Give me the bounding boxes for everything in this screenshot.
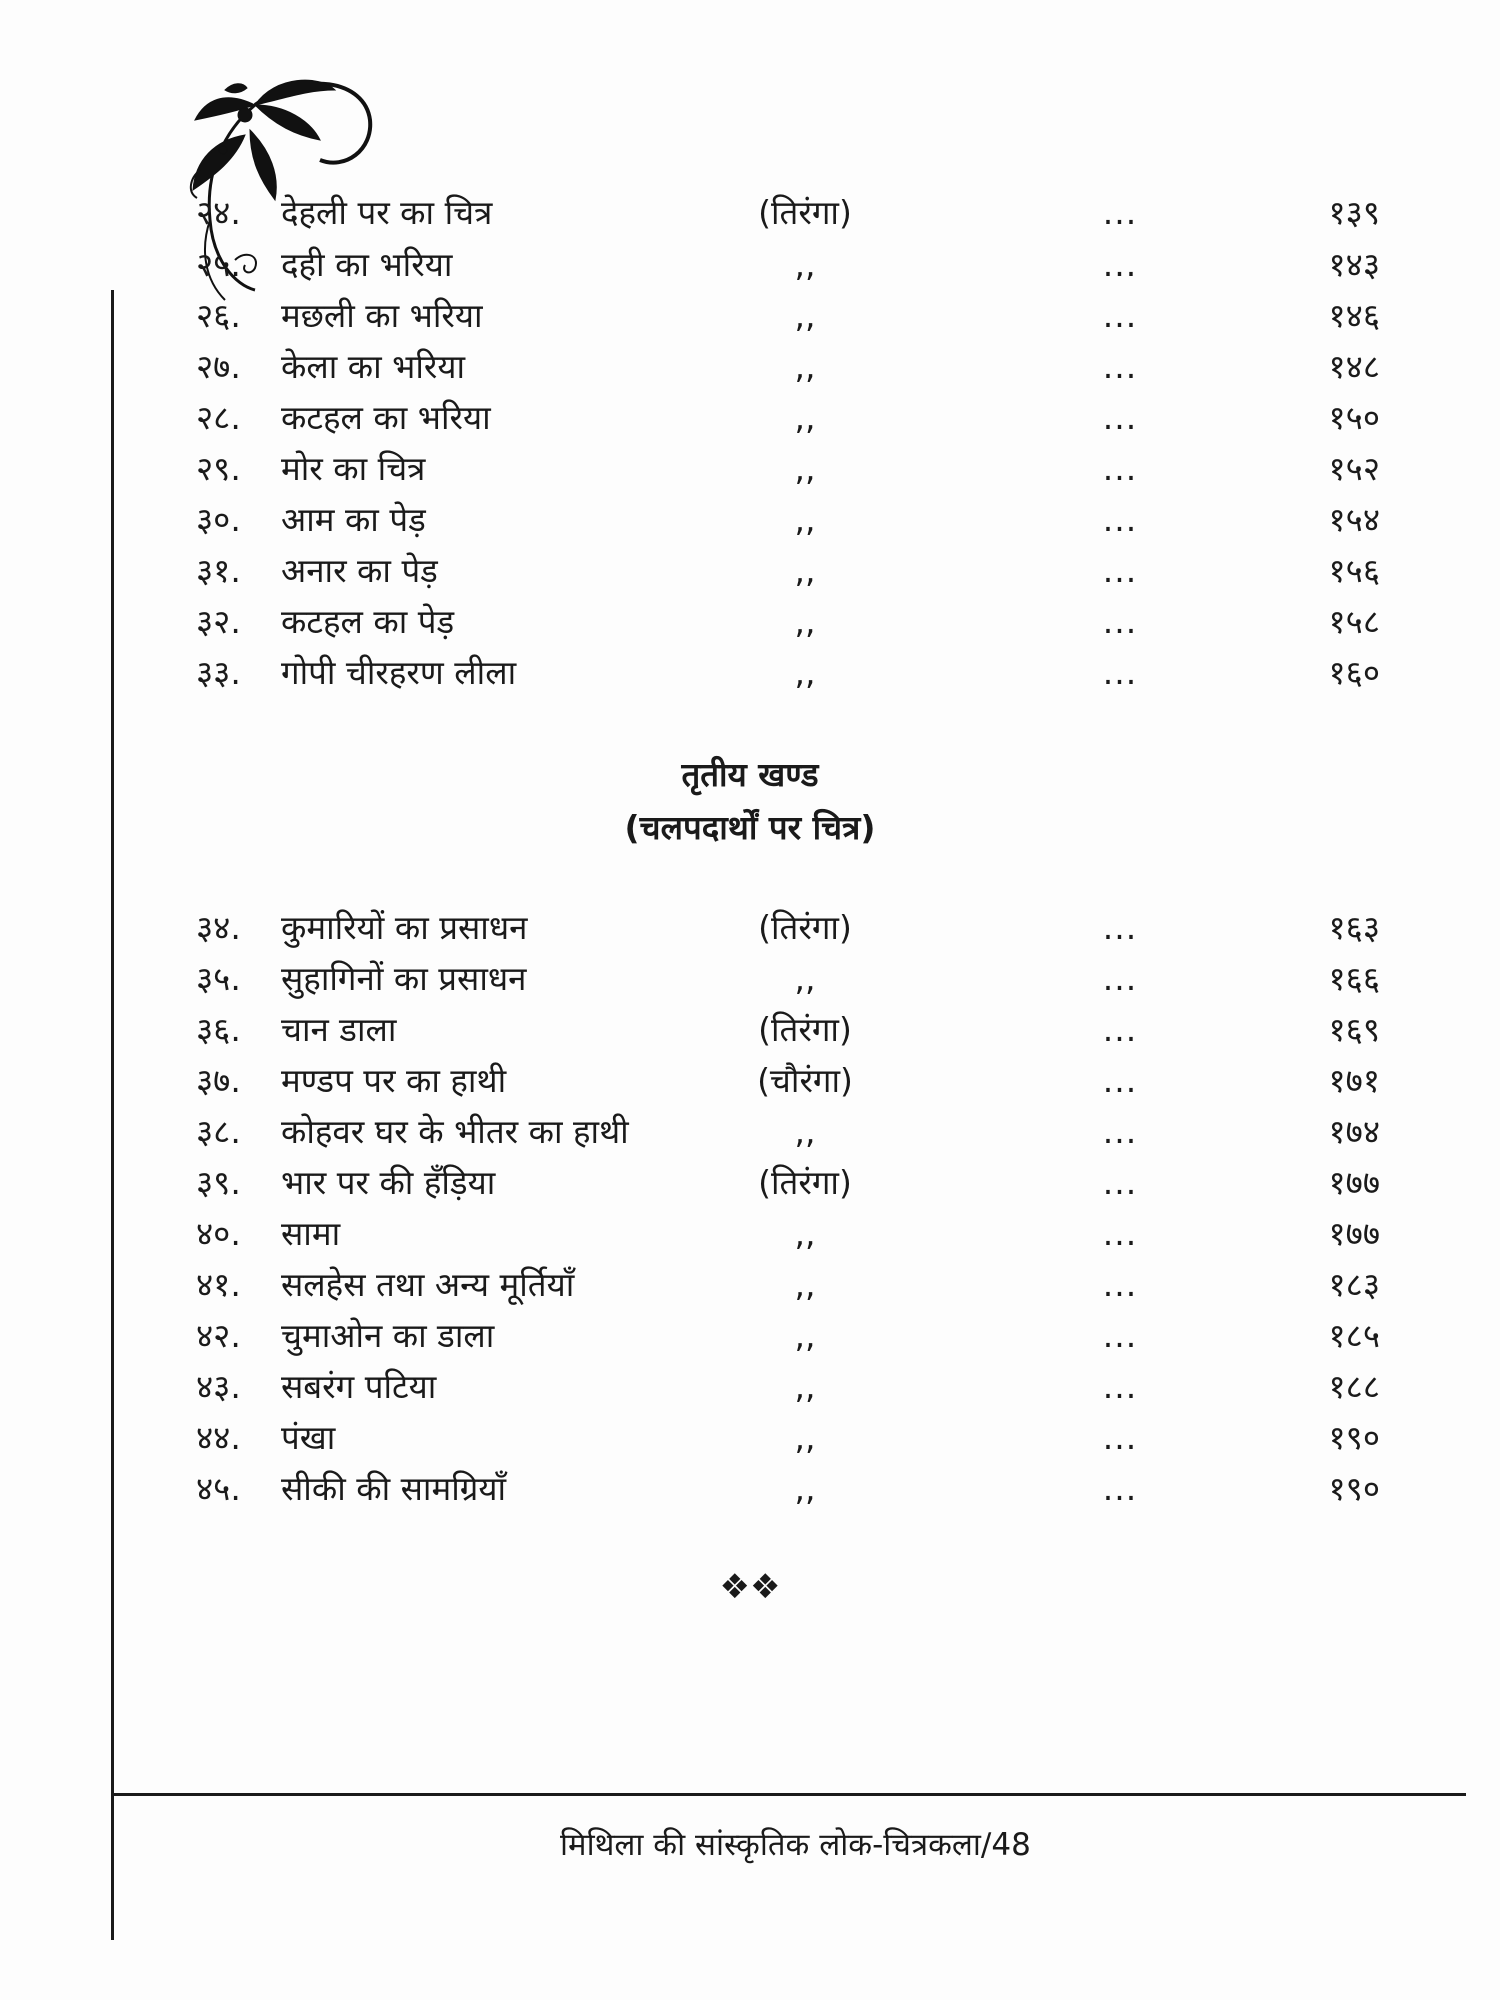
toc-row <box>0 1464 1500 1514</box>
entry-title: केला का भरिया <box>281 347 466 386</box>
entry-color-note: ,, <box>794 602 816 641</box>
toc-row <box>0 444 1500 494</box>
entry-dots: ... <box>1102 1418 1138 1457</box>
entry-page: १६३ <box>1328 908 1380 947</box>
entry-number: ३७. <box>196 1061 241 1100</box>
entry-dots: ... <box>1102 1316 1138 1355</box>
entry-title: सबरंग पटिया <box>281 1367 437 1406</box>
entry-title: कुमारियों का प्रसाधन <box>281 908 528 947</box>
entry-title: सुहागिनों का प्रसाधन <box>281 959 527 998</box>
entry-title: पंखा <box>281 1418 336 1457</box>
entry-dots: ... <box>1102 1061 1138 1100</box>
entry-color-note: ,, <box>794 959 816 998</box>
toc-row <box>0 1209 1500 1259</box>
entry-page: १४६ <box>1328 296 1380 335</box>
entry-dots: ... <box>1102 245 1138 284</box>
entry-color-note: ,, <box>794 653 816 692</box>
entry-page: १४८ <box>1328 347 1380 386</box>
entry-dots: ... <box>1102 1367 1138 1406</box>
entry-title: देहली पर का चित्र <box>281 193 493 232</box>
entry-number: २५. <box>196 245 241 284</box>
entry-number: ४०. <box>196 1214 241 1253</box>
entry-page: १३९ <box>1328 193 1380 232</box>
entry-page: १५० <box>1328 398 1380 437</box>
entry-page: १८३ <box>1328 1265 1380 1304</box>
toc-row <box>0 1056 1500 1106</box>
entry-number: ३४. <box>196 908 241 947</box>
entry-title: चुमाओन का डाला <box>281 1316 495 1355</box>
entry-title: मछली का भरिया <box>281 296 483 335</box>
entry-color-note: (तिरंगा) <box>758 1010 852 1049</box>
toc-row <box>0 546 1500 596</box>
entry-color-note: ,, <box>794 1112 816 1151</box>
entry-color-note: ,, <box>794 1316 816 1355</box>
toc-row <box>0 903 1500 953</box>
entry-title: चान डाला <box>281 1010 397 1049</box>
entry-page: १५४ <box>1328 500 1380 539</box>
entry-title: सामा <box>281 1214 341 1253</box>
entry-number: ३१. <box>196 551 241 590</box>
entry-title: गोपी चीरहरण लीला <box>281 653 517 692</box>
entry-page: १९० <box>1328 1418 1380 1457</box>
entry-dots: ... <box>1102 1469 1138 1508</box>
toc-row <box>0 597 1500 647</box>
entry-number: ४१. <box>196 1265 241 1304</box>
end-of-section-ornament: ❖❖ <box>719 1567 781 1607</box>
entry-page: १६६ <box>1328 959 1380 998</box>
toc-row <box>0 1311 1500 1361</box>
entry-page: १५८ <box>1328 602 1380 641</box>
entry-title: कोहवर घर के भीतर का हाथी <box>281 1112 629 1151</box>
entry-color-note: ,, <box>794 449 816 488</box>
entry-title: सलहेस तथा अन्य मूर्तियाँ <box>281 1265 575 1304</box>
entry-title: आम का पेड़ <box>281 500 426 539</box>
entry-dots: ... <box>1102 551 1138 590</box>
toc-row <box>0 291 1500 341</box>
entry-number: ४४. <box>196 1418 241 1457</box>
entry-title: कटहल का पेड़ <box>281 602 455 641</box>
entry-color-note: ,, <box>794 296 816 335</box>
entry-dots: ... <box>1102 602 1138 641</box>
section-title: तृतीय खण्ड <box>681 755 819 794</box>
entry-color-note: ,, <box>794 245 816 284</box>
toc-row <box>0 342 1500 392</box>
toc-row <box>0 648 1500 698</box>
entry-number: २७. <box>196 347 241 386</box>
toc-row <box>0 188 1500 238</box>
toc-row <box>0 1158 1500 1208</box>
entry-dots: ... <box>1102 193 1138 232</box>
entry-number: २९. <box>196 449 241 488</box>
entry-title: सीकी की सामग्रियाँ <box>281 1469 507 1508</box>
entry-page: १५२ <box>1328 449 1380 488</box>
toc-row <box>0 240 1500 290</box>
entry-page: १७१ <box>1328 1061 1380 1100</box>
entry-page: १७७ <box>1328 1214 1380 1253</box>
entry-dots: ... <box>1102 500 1138 539</box>
footer-rule <box>111 1793 1466 1796</box>
entry-number: २८. <box>196 398 241 437</box>
toc-row <box>0 954 1500 1004</box>
entry-color-note: (चौरंगा) <box>757 1061 853 1100</box>
entry-number: ३३. <box>196 653 241 692</box>
entry-number: ४५. <box>196 1469 241 1508</box>
entry-color-note: (तिरंगा) <box>758 908 852 947</box>
entry-number: ४२. <box>196 1316 241 1355</box>
entry-dots: ... <box>1102 1112 1138 1151</box>
entry-color-note: ,, <box>794 500 816 539</box>
toc-row <box>0 1413 1500 1463</box>
entry-dots: ... <box>1102 653 1138 692</box>
entry-number: ३०. <box>196 500 241 539</box>
entry-color-note: ,, <box>794 1265 816 1304</box>
entry-title: दही का भरिया <box>281 245 453 284</box>
entry-color-note: (तिरंगा) <box>758 193 852 232</box>
entry-number: २६. <box>196 296 241 335</box>
toc-row <box>0 393 1500 443</box>
entry-dots: ... <box>1102 1163 1138 1202</box>
entry-number: ३५. <box>196 959 241 998</box>
entry-dots: ... <box>1102 908 1138 947</box>
entry-color-note: ,, <box>794 551 816 590</box>
entry-page: १८८ <box>1328 1367 1380 1406</box>
entry-number: ३६. <box>196 1010 241 1049</box>
entry-page: १४३ <box>1328 245 1380 284</box>
entry-page: १७४ <box>1328 1112 1380 1151</box>
entry-number: ३९. <box>196 1163 241 1202</box>
toc-row <box>0 1362 1500 1412</box>
toc-row <box>0 1107 1500 1157</box>
entry-color-note: ,, <box>794 1469 816 1508</box>
entry-dots: ... <box>1102 449 1138 488</box>
entry-page: १८५ <box>1328 1316 1380 1355</box>
page-footer: मिथिला की सांस्कृतिक लोक-चित्रकला/48 <box>560 1827 1031 1863</box>
entry-color-note: ,, <box>794 398 816 437</box>
entry-page: १५६ <box>1328 551 1380 590</box>
entry-page: १६९ <box>1328 1010 1380 1049</box>
entry-dots: ... <box>1102 959 1138 998</box>
entry-page: १६० <box>1328 653 1380 692</box>
entry-page: १७७ <box>1328 1163 1380 1202</box>
entry-title: मण्डप पर का हाथी <box>281 1061 507 1100</box>
entry-dots: ... <box>1102 1265 1138 1304</box>
entry-dots: ... <box>1102 347 1138 386</box>
entry-dots: ... <box>1102 296 1138 335</box>
entry-color-note: (तिरंगा) <box>758 1163 852 1202</box>
entry-title: भार पर की हँड़िया <box>281 1163 496 1202</box>
entry-number: ३२. <box>196 602 241 641</box>
entry-dots: ... <box>1102 1214 1138 1253</box>
section-subtitle: (चलपदार्थों पर चित्र) <box>624 808 876 847</box>
toc-row <box>0 495 1500 545</box>
toc-row <box>0 1260 1500 1310</box>
entry-color-note: ,, <box>794 1367 816 1406</box>
entry-number: ४३. <box>196 1367 241 1406</box>
entry-title: कटहल का भरिया <box>281 398 491 437</box>
entry-color-note: ,, <box>794 1214 816 1253</box>
toc-row <box>0 1005 1500 1055</box>
entry-title: मोर का चित्र <box>281 449 426 488</box>
entry-number: ३८. <box>196 1112 241 1151</box>
entry-dots: ... <box>1102 398 1138 437</box>
entry-dots: ... <box>1102 1010 1138 1049</box>
entry-color-note: ,, <box>794 347 816 386</box>
entry-number: २४. <box>196 193 241 232</box>
entry-color-note: ,, <box>794 1418 816 1457</box>
entry-page: १९० <box>1328 1469 1380 1508</box>
entry-title: अनार का पेड़ <box>281 551 438 590</box>
